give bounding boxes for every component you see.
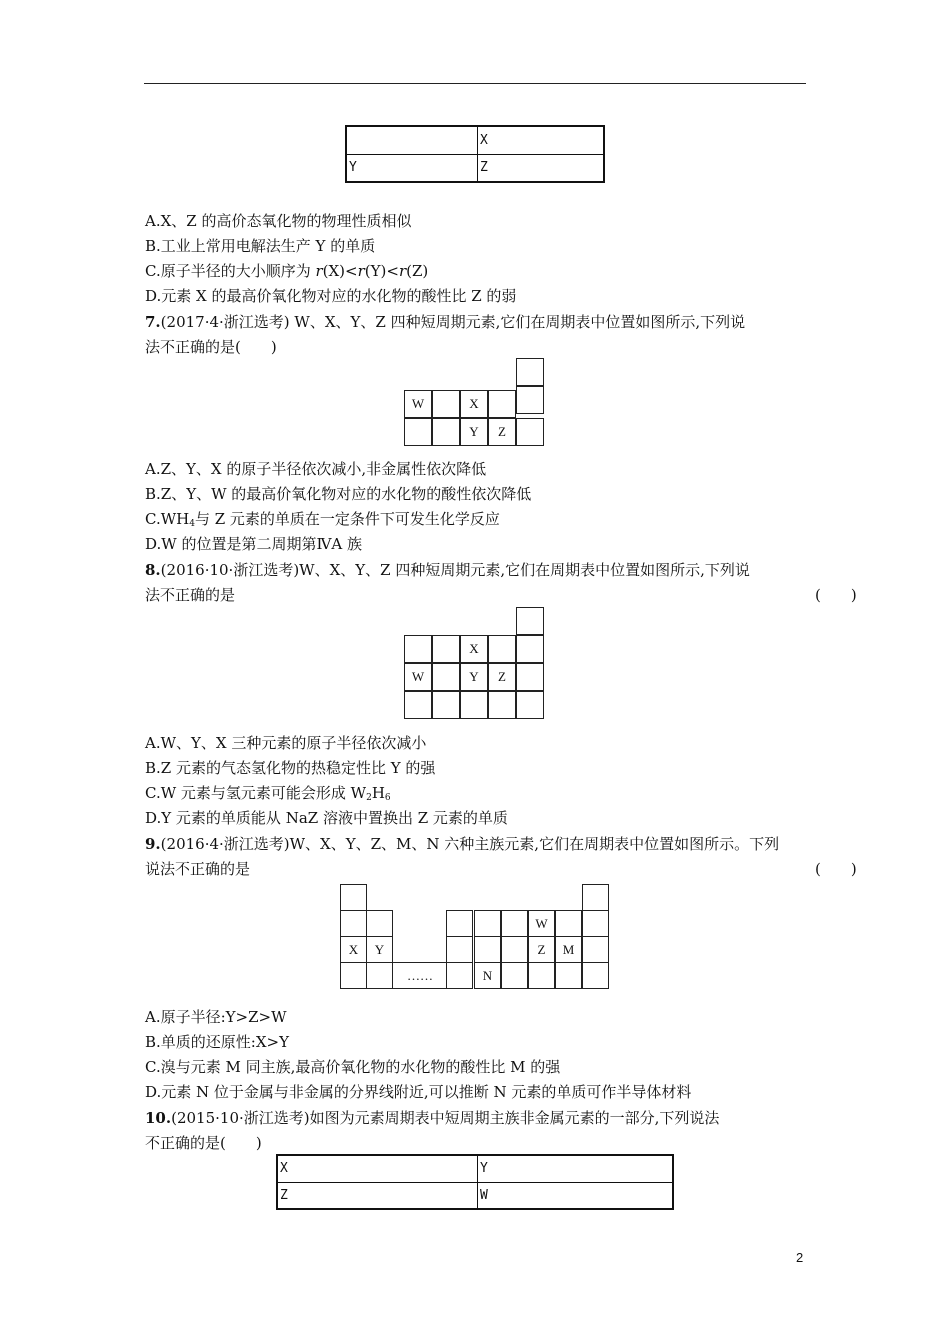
grid-cell — [516, 607, 544, 635]
grid-cell — [404, 691, 432, 719]
q6-option-a: A.X、Z 的高价态氧化物的物理性质相似 — [145, 212, 412, 230]
grid-cell — [340, 962, 367, 989]
q7-option-b: B.Z、Y、W 的最高价氧化物对应的水化物的酸性依次降低 — [145, 485, 532, 503]
grid-cell — [516, 386, 544, 414]
grid-cell-x: X — [460, 390, 488, 418]
grid-cell — [404, 635, 432, 663]
radius-symbol: r — [315, 262, 323, 280]
q9-option-a: A.原子半径:Y>Z>W — [145, 1008, 287, 1026]
grid-cell — [516, 691, 544, 719]
table1-cell: Y — [346, 154, 478, 182]
grid-cell — [366, 962, 393, 989]
grid-cell-x: X — [460, 635, 488, 663]
grid-cell — [340, 910, 367, 937]
q6-option-c — [145, 261, 428, 281]
table2-cell: X — [277, 1155, 478, 1182]
grid-cell — [501, 936, 528, 963]
q8-answer-paren: ( ) — [815, 586, 857, 604]
grid-cell — [432, 635, 460, 663]
q9-number: 9. — [145, 835, 161, 853]
grid-cell — [366, 910, 393, 937]
grid-cell — [446, 910, 473, 937]
q8-option-a: A.W、Y、X 三种元素的原子半径依次减小 — [145, 734, 427, 752]
q10-stem-line2: 不正确的是( ) — [145, 1134, 262, 1152]
grid-cell — [582, 884, 609, 911]
grid-cell — [432, 390, 460, 418]
grid-cell — [460, 691, 488, 719]
grid-cell-z: Z — [488, 418, 516, 446]
grid-cell-w: W — [404, 663, 432, 691]
grid-cell — [516, 663, 544, 691]
table2-cell: W — [478, 1182, 674, 1209]
grid-cell — [474, 936, 501, 963]
grid-cell — [582, 910, 609, 937]
q6-option-b: B.工业上常用电解法生产 Y 的单质 — [145, 237, 376, 255]
grid-cell — [516, 358, 544, 386]
q8-option-b: B.Z 元素的气态氢化物的热稳定性比 Y 的强 — [145, 759, 436, 777]
grid-cell — [446, 936, 473, 963]
q8-stem-line1 — [145, 560, 750, 580]
grid-cell-m: M — [555, 936, 582, 963]
q7-number: 7. — [145, 313, 161, 331]
q10-stem-text: (2015·10·浙江选考)如图为元素周期表中短周期主族非金属元素的一部分,下列说法 — [171, 1109, 720, 1127]
q8-stem-text: (2016·10·浙江选考)W、X、Y、Z 四种短周期元素,它们在周期表中位置如图所示,下列说 — [160, 561, 750, 579]
q7-option-c — [145, 509, 500, 534]
q9-option-b: B.单质的还原性:X>Y — [145, 1033, 289, 1051]
table1-cell — [346, 126, 478, 154]
q7-option-d: D.W 的位置是第二周期第ⅣA 族 — [145, 535, 363, 553]
q10-number: 10. — [145, 1109, 172, 1127]
header-rule — [144, 83, 806, 84]
q6-option-c-text: C.原子半径的大小顺序为 — [145, 262, 316, 280]
element-table-1 — [345, 125, 605, 183]
q8-option-c — [145, 783, 391, 808]
subscript: 4 — [189, 519, 195, 529]
q6-option-d: D.元素 X 的最高价氧化物对应的水化物的酸性比 Z 的弱 — [145, 287, 517, 305]
subscript: 2 — [366, 793, 372, 803]
q8-stem-line2: 法不正确的是 — [145, 586, 236, 604]
q6-option-c-x: (X)< — [322, 262, 358, 280]
q9-option-c: C.溴与元素 M 同主族,最高价氧化物的水化物的酸性比 M 的强 — [145, 1058, 561, 1076]
q7-option-c-pre: C.WH — [145, 510, 190, 528]
radius-symbol: r — [357, 262, 365, 280]
grid-cell — [404, 418, 432, 446]
q9-answer-paren: ( ) — [815, 860, 857, 878]
q8-option-c-pre: C.W 元素与氢元素可能会形成 W — [145, 784, 367, 802]
page-number: 2 — [796, 1250, 804, 1265]
grid-cell-z: Z — [528, 936, 555, 963]
grid-cell — [582, 962, 609, 989]
q7-stem-line1 — [145, 312, 745, 332]
grid-cell — [488, 390, 516, 418]
q8-option-c-mid: H — [371, 784, 385, 802]
q7-stem-text: (2017·4·浙江选考) W、X、Y、Z 四种短周期元素,它们在周期表中位置如图所示,下列说 — [160, 313, 746, 331]
q7-option-a: A.Z、Y、X 的原子半径依次减小,非金属性依次降低 — [145, 460, 487, 478]
q9-stem-text: (2016·4·浙江选考)W、X、Y、Z、M、N 六种主族元素,它们在周期表中位置如图所示。下列 — [160, 835, 780, 853]
grid-cell — [555, 910, 582, 937]
q10-stem-line1 — [145, 1108, 719, 1128]
grid-cell — [340, 884, 367, 911]
grid-cell — [432, 418, 460, 446]
q7-option-c-post: 与 Z 元素的单质在一定条件下可发生化学反应 — [194, 510, 500, 528]
table1-cell: X — [478, 126, 605, 154]
q9-option-d: D.元素 N 位于金属与非金属的分界线附近,可以推断 N 元素的单质可作半导体材料 — [145, 1083, 692, 1101]
grid-cell — [501, 962, 528, 989]
grid-cell-x: X — [340, 936, 367, 963]
q6-option-c-z: (Z) — [406, 262, 429, 280]
grid-cell — [432, 663, 460, 691]
grid-cell — [432, 691, 460, 719]
grid-cell-y: Y — [460, 663, 488, 691]
q8-option-d: D.Y 元素的单质能从 NaZ 溶液中置换出 Z 元素的单质 — [145, 809, 508, 827]
ellipsis-dots: …… — [407, 968, 433, 983]
table2-cell: Z — [277, 1182, 478, 1209]
element-table-2 — [276, 1154, 674, 1210]
table1-cell: Z — [478, 154, 605, 182]
grid-cell — [488, 691, 516, 719]
q9-stem-line2: 说法不正确的是 — [145, 860, 251, 878]
grid-cell — [516, 635, 544, 663]
q7-stem-line2: 法不正确的是( ) — [145, 338, 277, 356]
grid-cell-w: W — [404, 390, 432, 418]
grid-cell-n: N — [474, 962, 501, 989]
grid-cell-z: Z — [488, 663, 516, 691]
grid-cell-y: Y — [366, 936, 393, 963]
q8-number: 8. — [145, 561, 161, 579]
grid-cell — [516, 418, 544, 446]
table2-cell: Y — [478, 1155, 674, 1182]
radius-symbol: r — [398, 262, 407, 280]
grid-cell — [446, 962, 473, 989]
grid-cell — [582, 936, 609, 963]
grid-cell-w: W — [528, 910, 555, 937]
grid-cell — [528, 962, 555, 989]
grid-cell — [474, 910, 501, 937]
grid-cell — [488, 635, 516, 663]
q9-stem-line1 — [145, 834, 779, 854]
subscript: 6 — [384, 793, 391, 803]
grid-cell — [555, 962, 582, 989]
grid-cell-y: Y — [460, 418, 488, 446]
grid-cell — [501, 910, 528, 937]
q6-option-c-y: (Y)< — [364, 262, 399, 280]
